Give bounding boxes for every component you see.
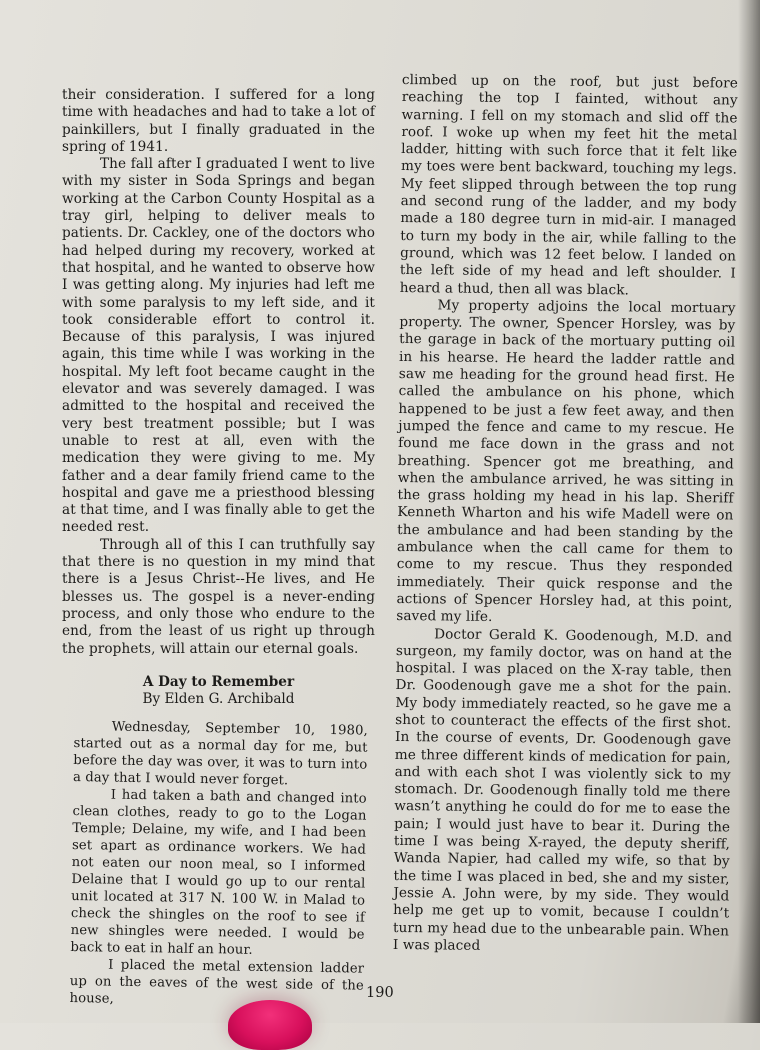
story-title: A Day to Remember [142,674,295,690]
story-byline: By Elden G. Archibald [142,691,295,707]
paragraph: Through all of this I can truthfully say that there is no question in my mind that there is a Jesus Christ--He lives, and He blesses us. The gospel is a never-ending process, and only those who endure to the end, from the least of us right up through the prophets, will attain our eternal goals. [62,536,375,657]
story-body-left [69,718,368,1012]
story-heading [62,674,375,708]
left-column-continued-text [62,87,375,658]
pink-finger-object [228,1000,312,1050]
paragraph: I had taken a bath and changed into clean clothes, ready to go to the Logan Temple; Delaine, my wife, and I had been set apart as ordinance workers. We had not eaten our noon meal, so I informed Delaine that I would go up to our rental unit located at 317 N. 100 W. in Malad to check the shingles on the roof to see if new shingles were needed. I would be back to eat in half an hour. [70,787,367,958]
paragraph: Wednesday, September 10, 1980, started out as a normal day for me, but before the day was over, it was to turn into a day that I would never forget. [72,719,368,789]
paragraph: climbed up on the roof, but just before reaching the top I fainted, without any warning. I fell on my stomach and slid off the roof. I woke up when my feet hit the metal ladder, hitting with such force that it felt like my toes were bent backward, touching my legs. My feet slipped through between the top rung and second rung of the ladder, and my body made a 180 degree turn in mid-air. I managed to turn my body in the air, while falling to the ground, which was 12 feet below. I landed on the left side of my head and left shoulder. I heard a thud, then all was black. [399,72,738,298]
book-gutter-shadow [738,0,760,1023]
paragraph: their consideration. I suffered for a long time with headaches and had to take a lot of painkillers, but I finally graduated in the spring of 1941. [62,87,375,155]
paragraph: I placed the metal extension ladder up on the eaves of the west side of the house, [69,957,365,1007]
paragraph: Doctor Gerald K. Goodenough, M.D. and surgeon, my family doctor, was on hand at the hospital. I was placed on the X-ray table, then Dr. Goodenough gave me a shot for the pain. My body immediately reacted, so he gave me a shot to counteract the effects of the first shot. In the course of events, Dr. Goodenough gave me three different kinds of medication for pain, and with each shot I was violently sick to my stomach. Dr. Goodenough finally told me there wasn’t anything he could do for me to ease the pain; I would just have to bear it. During the time I was being X-rayed, the deputy sheriff, Wanda Napier, had called my wife, so that by the time I was placed in bed, she and my sister, Jessie A. John were, by my side. They would help me get up to vomit, because I couldn’t turn my head due to the unbearable pain. When I was placed [392,625,733,954]
page-number: 190 [366,985,394,1001]
story-body-right [393,72,738,958]
paragraph: The fall after I graduated I went to live with my sister in Soda Springs and began working at the Carbon County Hospital as a tray girl, helping to deliver meals to patients. Dr. Cackley, one of the doctors who had helped during my recovery, worked at that hospital, and he wanted to observe how I was getting along. My injuries had left me with some paralysis to my left side, and it took considerable effort to control it. Because of this paralysis, I was injured again, this time while I was working in the hospital. My left foot became caught in the elevator and was severely damaged. I was admitted to the hospital and received the very best treatment possible; but I was unable to rest at all, even with the medication they were giving to me. My father and a dear family friend came to the hospital and gave me a priesthood blessing at that time, and I was finally able to get the needed rest. [62,156,375,536]
paragraph: My property adjoins the local mortuary property. The owner, Spencer Horsley, was by the garage in back of the mortuary putting oil in his hearse. He heard the ladder rattle and saw me heading for the ground head first. He called the ambulance on his phone, which happened to be just a few feet away, and then jumped the fence and came to my rescue. He found me face down in the grass and not breathing. Spencer got me breathing, and when the ambulance arrived, he was sitting in the grass holding my head in his lap. Sheriff Kenneth Wharton and his wife Madell were on the ambulance and had been standing by the ambulance when the call came for them to come to my rescue. Thus they responded immediately. Their quick response and the actions of Spencer Horsley had, at this point, saved my life. [396,297,736,626]
